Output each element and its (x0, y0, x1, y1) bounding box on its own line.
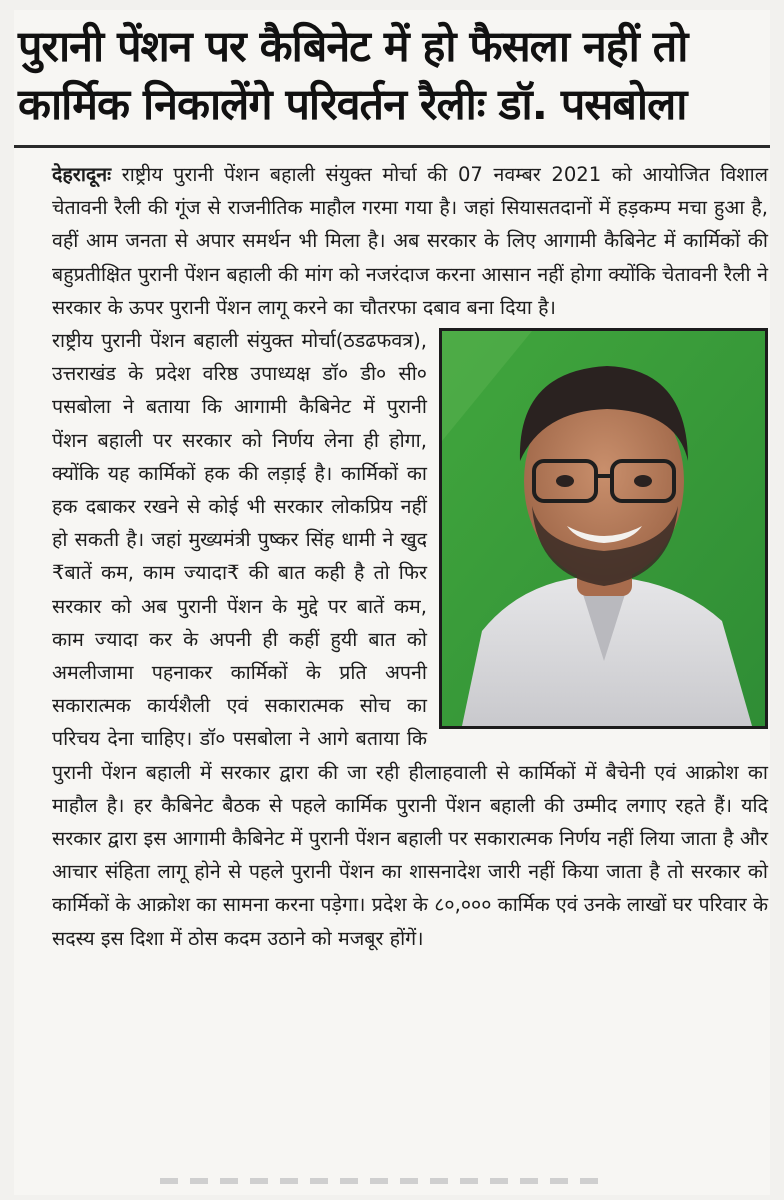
article-body (16, 158, 768, 955)
next-line-fragment (160, 1178, 600, 1184)
paragraph-1-text: राष्ट्रीय पुरानी पेंशन बहाली संयुक्त मोर्चा की 07 नवम्बर 2021 को आयोजित विशाल चेतावनी रैली की गूंज से राजनीतिक माहौल गरमा गया है। जहां सियासतदानों में हड़कम्प मचा हुआ है, वहीं आम जनता से अपार समर्थन भी मिला है। अब सरकार के लिए आगामी कैबिनेट में कार्मिकों की बहुप्रतीक्षित पुरानी पेंशन बहाली की मांग को नजरंदाज करना आसान नहीं होगा क्योंकि चेतावनी रैली ने सरकार के ऊपर पुरानी पेंशन लागू करने का चौतरफा दबाव बना दिया है। (52, 163, 768, 319)
portrait-photo-image (442, 331, 765, 726)
paragraph-1 (16, 158, 768, 324)
dateline: देहरादूनः (52, 163, 112, 186)
headline-line-2: कार्मिक निकालेंगे परिवर्तन रैलीः डॉ. पसबोला (18, 80, 687, 130)
portrait-photo (439, 328, 768, 729)
newspaper-clipping (14, 10, 770, 1195)
headline (18, 18, 768, 134)
headline-line-1: पुरानी पेंशन पर कैबिनेट में हो फैसला नहीं तो (18, 22, 688, 72)
paragraph-2: राष्ट्रीय पुरानी पेंशन बहाली संयुक्त मोर्चा(ठडढफवत्र), उत्तराखंड के प्रदेश वरिष्ठ उपाध्यक्ष डॉ० डी० सी० पसबोला ने बताया कि आगामी कैबिनेट में पुरानी पेंशन बहाली पर सरकार को निर्णय लेना ही होगा, क्योंकि यह कार्मिकों हक की लड़ाई है। कार्मिकों का हक दबाकर रखने से कोई भी सरकार लोकप्रिय नहीं हो सकती है। जहां मुख्यमंत्री पुष्कर सिंह धामी ने खुद ₹बातें कम, काम ज्यादा₹ की बात कही है तो फिर सरकार को अब पुरानी पेंशन के मुद्दे पर बातें कम, काम ज्यादा कर के अपनी ही कहीं हुयी बात को अमलीजामा पहनाकर कार्मिकों के प्रति अपनी सकारात्मक कार्यशैली एवं सकारात्मक सोच का परिचय देना चाहिए। डॉ० पसबोला ने आगे बताया कि पुरानी पेंशन बहाली में सरकार द्वारा की जा रही हीलाहवाली से कार्मिकों में बैचेनी एवं आक्रोश का माहौल है। हर कैबिनेट बैठक से पहले कार्मिक पुरानी पेंशन बहाली की उम्मीद लगाए रहते हैं। यदि सरकार द्वारा इस आगामी कैबिनेट में पुरानी पेंशन बहाली पर सकारात्मक निर्णय नहीं लिया जाता है और आचार संहिता लागू होने से पहले पुरानी पेंशन का शासनादेश जारी नहीं किया जाता है तो सरकार को कार्मिकों के आक्रोश का सामना करना पड़ेगा। प्रदेश के ८०,००० कार्मिक एवं उनके लाखों घर परिवार के सदस्य इस दिशा में ठोस कदम उठाने को मजबूर होंगें। (52, 329, 768, 950)
headline-rule (14, 145, 770, 148)
